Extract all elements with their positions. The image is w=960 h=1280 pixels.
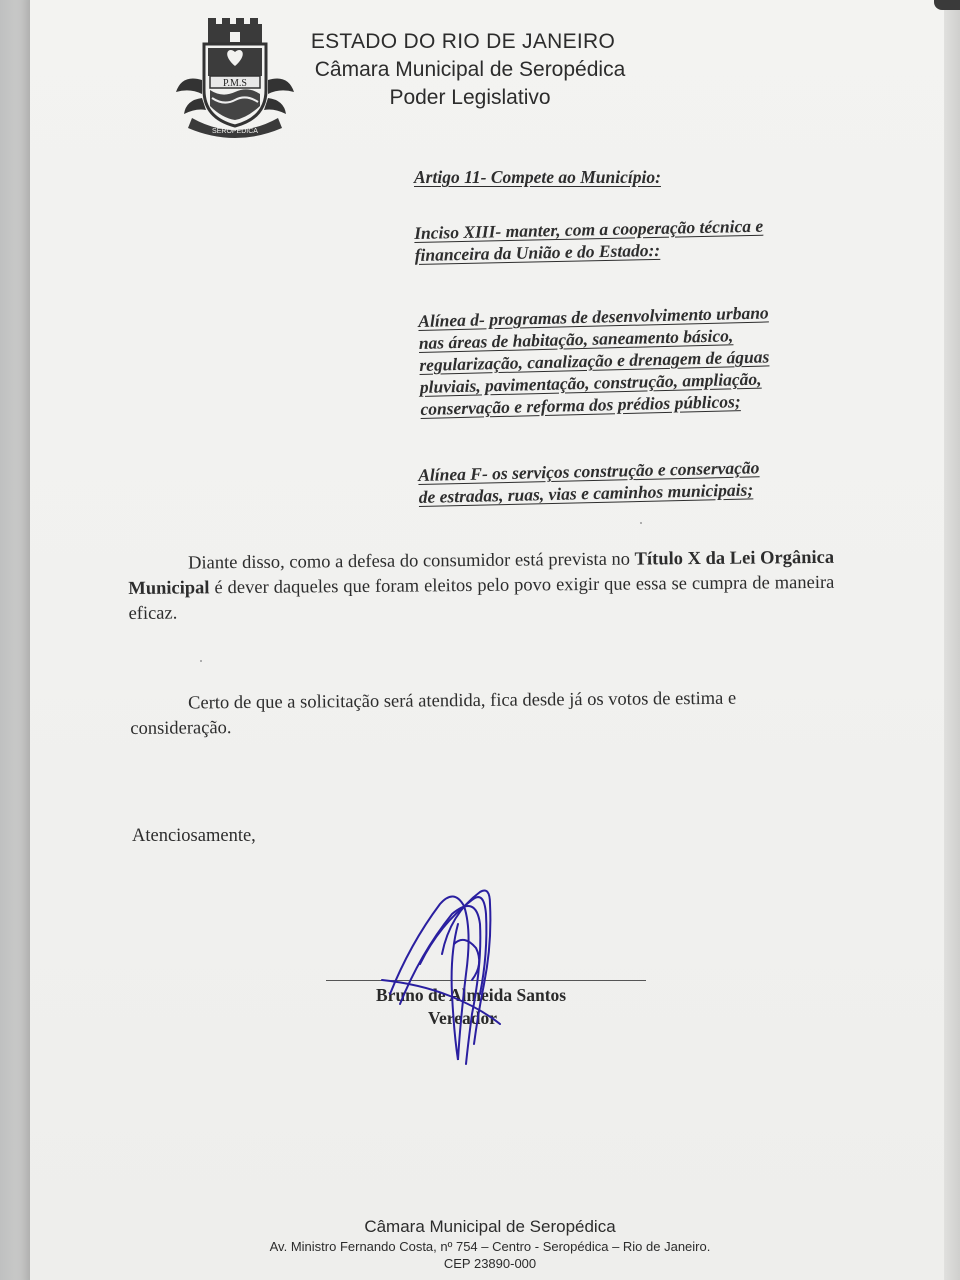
paragraph-closing-remarks	[130, 686, 790, 742]
para2-text: Certo de que a solicitação será atendida, fica desde já os votos de estima e consideração.	[130, 688, 737, 739]
quote-inciso	[414, 215, 764, 266]
quote-line: Alínea d- programas de desenvolvimento urbano	[418, 302, 769, 331]
crest-label: P.M.S	[223, 78, 247, 89]
quote-line: Alínea F- os serviços construção e conservação	[418, 457, 760, 485]
quote-line: nas áreas de habitação, saneamento básico,	[418, 325, 734, 353]
quote-line: regularização, canalização e drenagem de águas	[419, 346, 770, 375]
municipal-crest-icon	[172, 14, 298, 140]
quote-line: de estradas, ruas, vias e caminhos municipais;	[418, 479, 754, 507]
signatory-name: Bruno de Almeida Santos	[376, 985, 567, 1005]
footer-institution: Câmara Municipal de Seropédica	[364, 1217, 616, 1236]
paragraph-consumer-defense	[128, 546, 835, 627]
crest-ribbon-text: SEROPÉDICA	[212, 128, 258, 135]
footer-address: Av. Ministro Fernando Costa, nº 754 – Centro - Seropédica – Rio de Janeiro.	[269, 1239, 711, 1254]
state-name: ESTADO DO RIO DE JANEIRO	[310, 30, 616, 53]
para1-bold: Título X da Lei Orgânica Municipal	[128, 547, 835, 599]
branch-name: Poder Legislativo	[389, 86, 551, 109]
letterhead	[300, 28, 640, 112]
para1-start: Diante disso, como a defesa do consumidor está prevista no	[188, 549, 635, 574]
quote-alinea-d	[418, 301, 771, 420]
quote-line: conservação e reforma dos prédios públicos;	[420, 391, 741, 419]
closing-salutation: Atenciosamente,	[132, 826, 256, 846]
corner-clip	[934, 0, 960, 10]
paper-speck	[640, 522, 642, 524]
quote-line: pluviais, pavimentação, construção, ampliação,	[419, 368, 762, 397]
quote-alinea-f	[418, 456, 760, 508]
institution-name: Câmara Municipal de Seropédica	[314, 58, 626, 81]
paper-speck	[200, 660, 202, 662]
quote-line: Inciso XIII- manter, com a cooperação técnica e	[414, 215, 764, 243]
letter-footer	[200, 1216, 780, 1272]
quote-artigo: Artigo 11- Compete ao Município:	[414, 167, 661, 187]
document-page	[30, 0, 960, 1280]
page-edge	[944, 0, 960, 1280]
handwritten-signature	[380, 884, 530, 1070]
quote-line: financeira da União e do Estado::	[414, 239, 661, 265]
para1-end: é dever daqueles que foram eleitos pelo povo exigir que essa se cumpra de maneira eficaz.	[128, 572, 835, 624]
footer-cep: CEP 23890-000	[443, 1256, 537, 1271]
signatory-role: Vereador	[428, 1008, 498, 1028]
